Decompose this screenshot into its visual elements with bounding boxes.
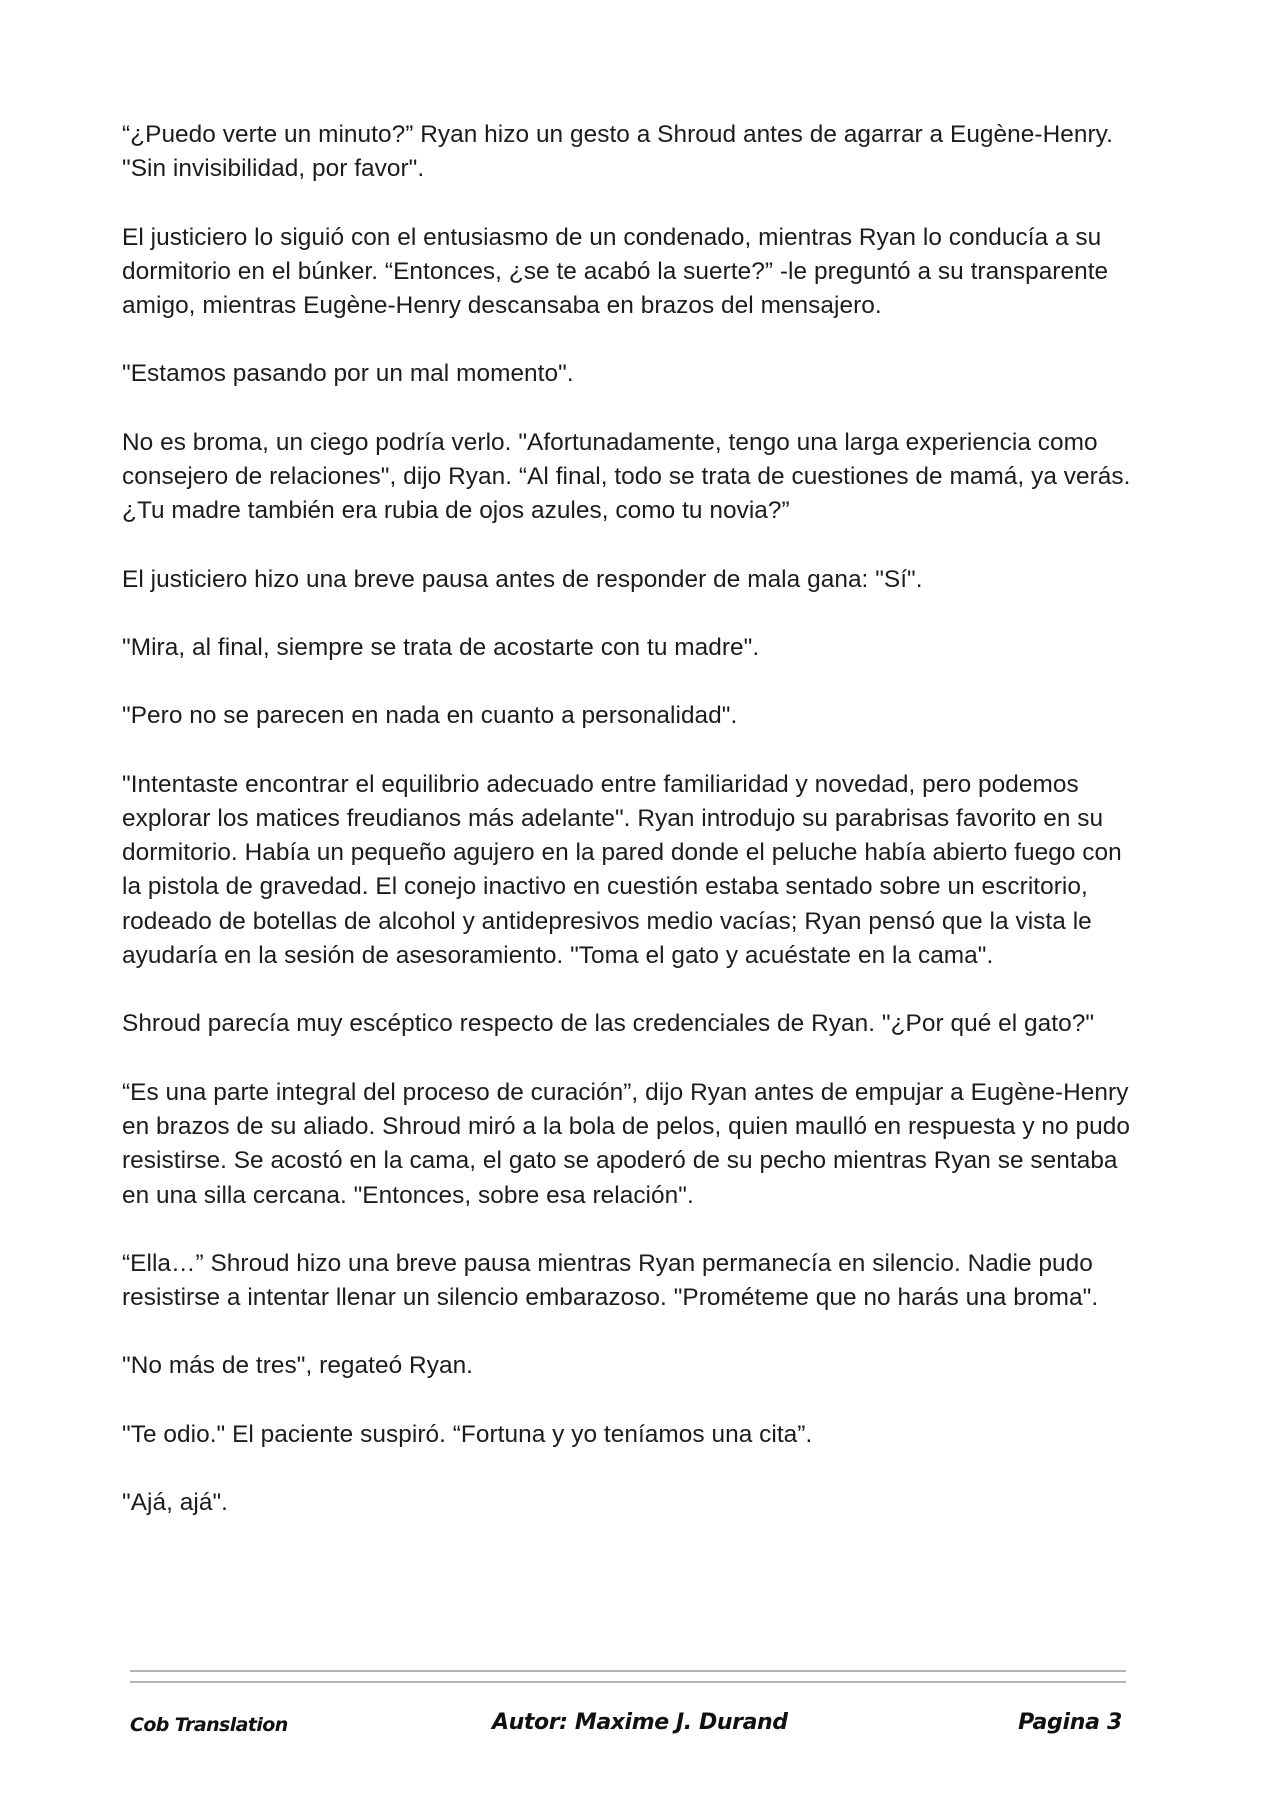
paragraph: "Pero no se parecen en nada en cuanto a personalidad". xyxy=(122,702,738,730)
paragraph: "Te odio." El paciente suspiró. “Fortuna y yo teníamos una cita”. xyxy=(122,1420,813,1448)
paragraph: "No más de tres", regateó Ryan. xyxy=(122,1352,474,1380)
page-footer xyxy=(130,1710,1126,1746)
footer-divider-bottom xyxy=(130,1681,1126,1683)
paragraph: "Intentaste encontrar el equilibrio adecuado entre familiaridad y novedad, pero podemos explorar los matices freudianos más adelante". Ryan introdujo su parabrisas favorito en su dormitorio. Había un pequeño agujero en la pared donde el peluche había abierto fuego con la pistola de gravedad. El conejo inactivo en cuestión estaba sentado sobre un escritorio, rodeado de botellas de alcohol y antidepresivos medio vacías; Ryan pensó que la vista le ayudaría en la sesión de asesoramiento. "Toma el gato y acuéstate en la cama". xyxy=(122,770,1122,970)
footer-translator: Cob Translation xyxy=(130,1714,288,1736)
footer-divider-top xyxy=(130,1670,1126,1672)
paragraph: El justiciero hizo una breve pausa antes de responder de mala gana: "Sí". xyxy=(122,565,923,593)
paragraph: “Es una parte integral del proceso de curación”, dijo Ryan antes de empujar a Eugène-Henry en brazos de su aliado. Shroud miró a la bola de pelos, quien maulló en respuesta y no pudo resistirse. Se acostó en la cama, el gato se apoderó de su pecho mientras Ryan se sentaba en una silla cercana. "Entonces, sobre esa relación". xyxy=(122,1078,1130,1209)
paragraph: El justiciero lo siguió con el entusiasmo de un condenado, mientras Ryan lo conducía a su dormitorio en el búnker. “Entonces, ¿se te acabó la suerte?” -le preguntó a su transparente amigo, mientras Eugène-Henry descansaba en brazos del mensajero. xyxy=(122,223,1109,320)
paragraph: “Ella…” Shroud hizo una breve pausa mientras Ryan permanecía en silencio. Nadie pudo resistirse a intentar llenar un silencio embarazoso. "Prométeme que no harás una broma". xyxy=(122,1249,1099,1312)
footer-author: Autor: Maxime J. Durand xyxy=(492,1710,788,1735)
paragraph: "Ajá, ajá". xyxy=(122,1489,228,1517)
paragraph: No es broma, un ciego podría verlo. "Afortunadamente, tengo una larga experiencia como consejero de relaciones", dijo Ryan. “Al final, todo se trata de cuestiones de mamá, ya verás. ¿Tu madre también era rubia de ojos azules, como tu novia?” xyxy=(122,428,1131,525)
body-text xyxy=(122,118,1132,1554)
footer-page-number: Pagina 3 xyxy=(1018,1710,1122,1735)
paragraph: "Mira, al final, siempre se trata de acostarte con tu madre". xyxy=(122,633,760,661)
paragraph: “¿Puedo verte un minuto?” Ryan hizo un gesto a Shroud antes de agarrar a Eugène-Henry. "Sin invisibilidad, por favor". xyxy=(122,121,1113,183)
paragraph: "Estamos pasando por un mal momento". xyxy=(122,360,574,388)
paragraph: Shroud parecía muy escéptico respecto de las credenciales de Ryan. "¿Por qué el gato?" xyxy=(122,1010,1095,1038)
